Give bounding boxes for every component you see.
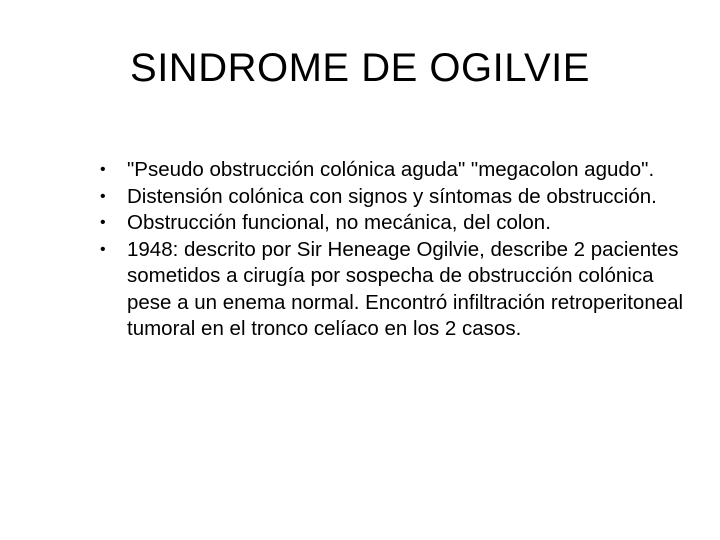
bullet-text: 1948: descrito por Sir Heneage Ogilvie, describe 2 pacientes sometidos a cirugía por sospecha de obstrucción colónica pese a un enema normal. Encontró infiltración retroperitoneal tumoral en el tronco celíaco en los 2 casos. [127, 237, 684, 340]
bullet-item [96, 157, 686, 184]
bullet-text: "Pseudo obstrucción colónica aguda" "megacolon agudo". [127, 158, 655, 181]
bullet-text: Distensión colónica con signos y síntomas de obstrucción. [127, 184, 657, 208]
bullet-icon: • [100, 214, 106, 231]
bullet-text: Obstrucción funcional, no mecánica, del colon. [127, 211, 551, 234]
bullet-item [96, 237, 686, 343]
bullet-list [96, 157, 686, 343]
bullet-item [96, 184, 686, 211]
bullet-icon: • [100, 187, 106, 205]
bullet-item [96, 210, 686, 237]
bullet-icon: • [100, 240, 106, 258]
bullet-icon: • [100, 161, 106, 178]
slide-title: SINDROME DE OGILVIE [130, 46, 590, 90]
